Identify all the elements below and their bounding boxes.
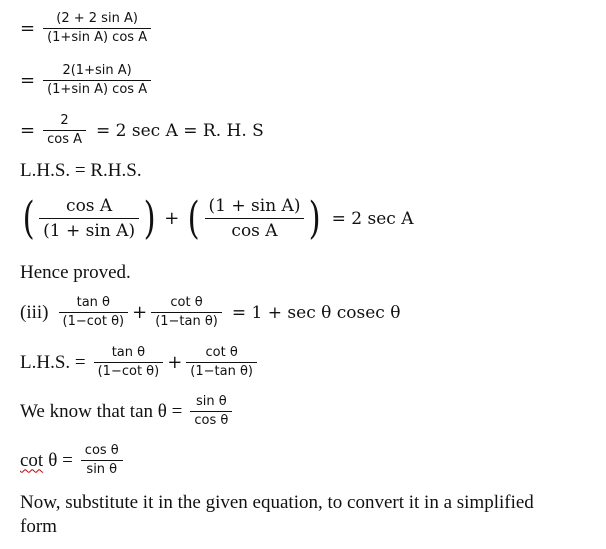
recap-rhs: = 2 sec A [331,208,414,229]
denominator: (1−tan θ) [190,364,253,379]
know-text: We know that tan θ = [20,400,183,422]
numerator: tan θ [76,295,110,310]
fraction-lhs-2 [186,344,257,381]
hence-proved: Hence proved. [20,262,131,283]
denominator: (1−cot θ) [97,364,160,379]
right-paren: ) [143,192,156,244]
numerator: 2(1+sin A) [62,63,132,78]
fraction-cot [81,442,123,479]
right-paren: ) [309,192,322,244]
step-2 [20,62,153,99]
denominator: (1 + sin A) [43,221,136,241]
denominator: cos A [231,221,278,241]
denominator: (1+sin A) cos A [47,30,148,45]
denominator: (1+sin A) cos A [47,82,148,97]
numerator: (2 + 2 sin A) [56,11,138,26]
step-3 [20,112,264,149]
part-iii-equation [20,294,400,331]
fraction-tan [190,393,232,430]
lhs-expansion [20,344,259,381]
lhs-equals-rhs: L.H.S. = R.H.S. [20,160,142,181]
numerator: (1 + sin A) [208,196,301,216]
numerator: cos A [66,196,113,216]
part3-rhs: = 1 + sec θ cosec θ [231,302,401,323]
plus-sign: + [164,208,180,229]
numerator: tan θ [111,345,146,360]
plus-sign: + [167,352,183,373]
fraction-recap-2 [205,194,305,243]
recap-equation [20,194,414,243]
denominator: (1−cot θ) [62,314,125,329]
fraction-recap-1 [39,194,139,243]
cot-word: cot [20,449,44,471]
denominator: cos A [47,132,82,147]
left-paren: ( [22,192,35,244]
lhs-label: L.H.S. = [20,351,86,373]
know-tan-identity [20,393,234,430]
fraction-part3-1 [59,294,129,331]
equals-sign: = [20,120,36,141]
step-1 [20,10,153,47]
numerator: cot θ [205,345,238,360]
plus-sign: + [132,302,148,323]
equals-sign: = [20,70,36,91]
numerator: cos θ [84,443,119,458]
fraction-step2 [43,62,151,99]
final-sentence-line1: Now, substitute it in the given equation, to convert it in a simplified [20,492,534,513]
final-sentence-line2: form [20,516,57,537]
cot-rest: θ = [48,449,73,471]
numerator: cot θ [170,295,203,310]
left-paren: ( [187,192,200,244]
step3-rhs: = 2 sec A = R. H. S [96,120,264,141]
fraction-step3 [43,112,86,149]
fraction-step1 [43,10,151,47]
numerator: 2 [60,113,69,128]
denominator: sin θ [86,462,118,477]
equals-sign: = [20,18,36,39]
fraction-lhs-1 [94,344,164,381]
part-label: (iii) [20,301,49,323]
denominator: cos θ [194,413,229,428]
denominator: (1−tan θ) [155,314,218,329]
fraction-part3-2 [151,294,222,331]
cot-identity [20,442,125,479]
numerator: sin θ [195,394,227,409]
